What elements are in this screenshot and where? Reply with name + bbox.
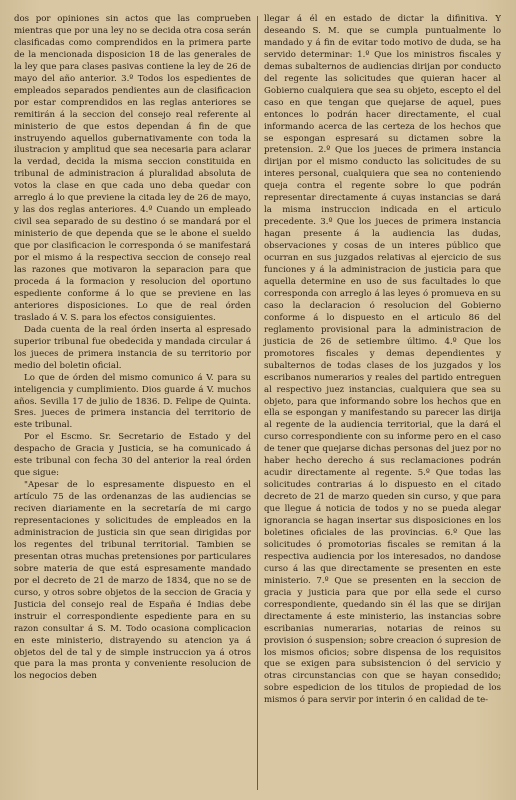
right-paragraph-1: llegar á él en estado de dictar la difinitiva. Y deseando S. M. que se cumpla puntualmente lo mandado y á fin de evitar todo motivo de duda, se ha servido determinar: 1.º Que los ministros fiscales y demas subalternos de audiencias dirijan por conducto del regente las solicitudes que quieran hacer al Gobierno cualquiera que sea su objeto, escepto el del caso en que tengan que quejarse de aquel, pues entonces lo podrán hacer directamente, el cual informando acerca de las certeza de los hechos que se espongan espresará su dictamen sobre la pretension. 2.º Que los jueces de primera instancia dirijan por el mismo conducto las solicitudes de su interes personal, cualquiera que sea no conteniendo queja contra el regente sobre lo que podrán representar directamente á cuyas instancias se dará la misma instruccion indicada en el articulo precedente. 3.º Que los jueces de primera instancia hagan presente á la audiencia las dudas, observaciones y cosas de un interes público que ocurran en sus juzgados relativas al ejercicio de sus funciones y á la administracion de justicia para que aquella determine en uso de sus facultades lo que corresponda con arreglo á las leyes ó promueva en su caso la declaracion ó resolucion del Gobierno conforme á lo dispuesto en el articulo 86 del reglamento provisional para la administracion de justicia de 26 de setiembre último. 4.º Que los promotores fiscales y demas dependientes y subalternos de todas clases de los juzgados y los escribanos numerarios y reales del partido entreguen al respectivo juez instancias, cualquiera que sea su objeto, para que informando sobre los hechos que en ella se espongan y manifestando su parecer las dirija al regente de la audiencia territorial, que la dará el curso correspondiente con su informe pero en el caso de tener que quejarse dichas personas del juez por no haber hecho derecho á sus reclamaciones podrán acudir directamente al regente. 5.º Que todas las solicitudes contrarias á lo dispuesto en el citado decreto de 21 de marzo queden sin curso, y que para que llegue á noticia de todos y no se pueda alegar ignorancia se hagan insertar sus disposiciones en los boletines oficiales de las provincias. 6.º Que las solicitudes ó promotorias fiscales se remitan á la respectiva audiencia por los interesados, no dandose curso á las que directamente se presenten en este ministerio. 7.º Que se presenten en la seccion de gracia y justicia para que por ella sede el curso correspondiente, quedando sin él las que se dirijan directamente á este ministerio, las instancias sobre escribanias numerarias, notarias de reinos su provision ó suspension; sobre creacion ó supresion de los mismos oficios; sobre dispensa de los requisitos que se exigen para subsistencion ó del servicio y otras circunstancias con que se hayan consedido; sobre espedicion de los titulos de propiedad de los mismos ó para servir por interin ó en calidad de te- xyxy=(264,14,501,706)
left-paragraph-2: Dada cuenta de la real órden inserta al espresado superior tribunal fue obedecida y mandada circular á los jueces de primera instancia de su territorio por medio del boletin oficial. xyxy=(14,324,251,371)
left-column xyxy=(14,14,257,790)
left-paragraph-5: "Apesar de lo espresamente dispuesto en el artículo 75 de las ordenanzas de las audiencias se reciven diariamente en la secretaría de mi cargo representaciones y solicitudes de empleados en la administracion de justicia sin que sean dirigidas por los regentes del tribunal territorial. Tambien se presentan otras muchas pretensiones por particulares sobre materia de que está espresamente mandado por el decreto de 21 de marzo de 1834, que no se de curso, y otros sobre objetos de la seccion de Gracia y Justicia del consejo real de España é Indias debe instruir el correspondiente espediente para en su razon consultar á S. M. Todo ocasiona complicacion en este ministerio, distrayendo su atencion ya á objetos del de tal y de simple instruccion ya á otros que para la mas pronta y conveniente resolucion de los negocios deben xyxy=(14,480,252,682)
left-paragraph-4: Por el Escmo. Sr. Secretario de Estado y del despacho de Gracia y Justicia, se ha comunicado á este tribunal con fecha 30 del anterior la real órden que sigue: xyxy=(14,432,251,479)
left-paragraph-3: Lo que de órden del mismo comunico á V. para su inteligencia y cumplimiento. Dios guarde á V. muchos años. Sevilla 17 de julio de 1836. D. Felipe de Quinta. Sres. jueces de primera instancia del territorio de este tribunal. xyxy=(14,372,251,431)
left-paragraph-1: dos por opiniones sin actos que las comprueben mientras que por una ley no se decida otra cosa serán clasificadas como comprendidos en la primera parte de la mencionada disposicion 18 de las generales de la ley que para clases pasivas contiene la ley de 26 de mayo del año anterior. 3.º Todos los espedientes de empleados separados pendientes aun de clasificacion por estar comprendidos en las reglas anteriores se remitirán á la seccion del consejo real referente al ministerio de que estos dependan á fin de que instruyendo aquellos gubernativamente con toda la ilustracion y amplitud que sea necesaria para aclarar la verdad, decida la misma seccion constituida en tribunal de administracion á pluralidad absoluta de votos la clase en que cada uno deba quedar con arreglo á lo que previene la citada ley de 26 de mayo, y las dos reglas anteriores. 4.º Cuando un empleado civil sea separado de su destino ó se mandará por el ministerio de que dependa que se le abone el sueldo que por clasificacion le corresponda ó se manifestará por el mismo á la respectiva seccion de consejo real las razones que motivaron la separacion para que proceda á la formacion y resolucion del oportuno espediente conforme á lo que se previene en las anteriores disposiciones. Lo que de real órden traslado á V. S. para los efectos consiguientes. xyxy=(14,14,251,323)
right-column xyxy=(258,14,501,790)
